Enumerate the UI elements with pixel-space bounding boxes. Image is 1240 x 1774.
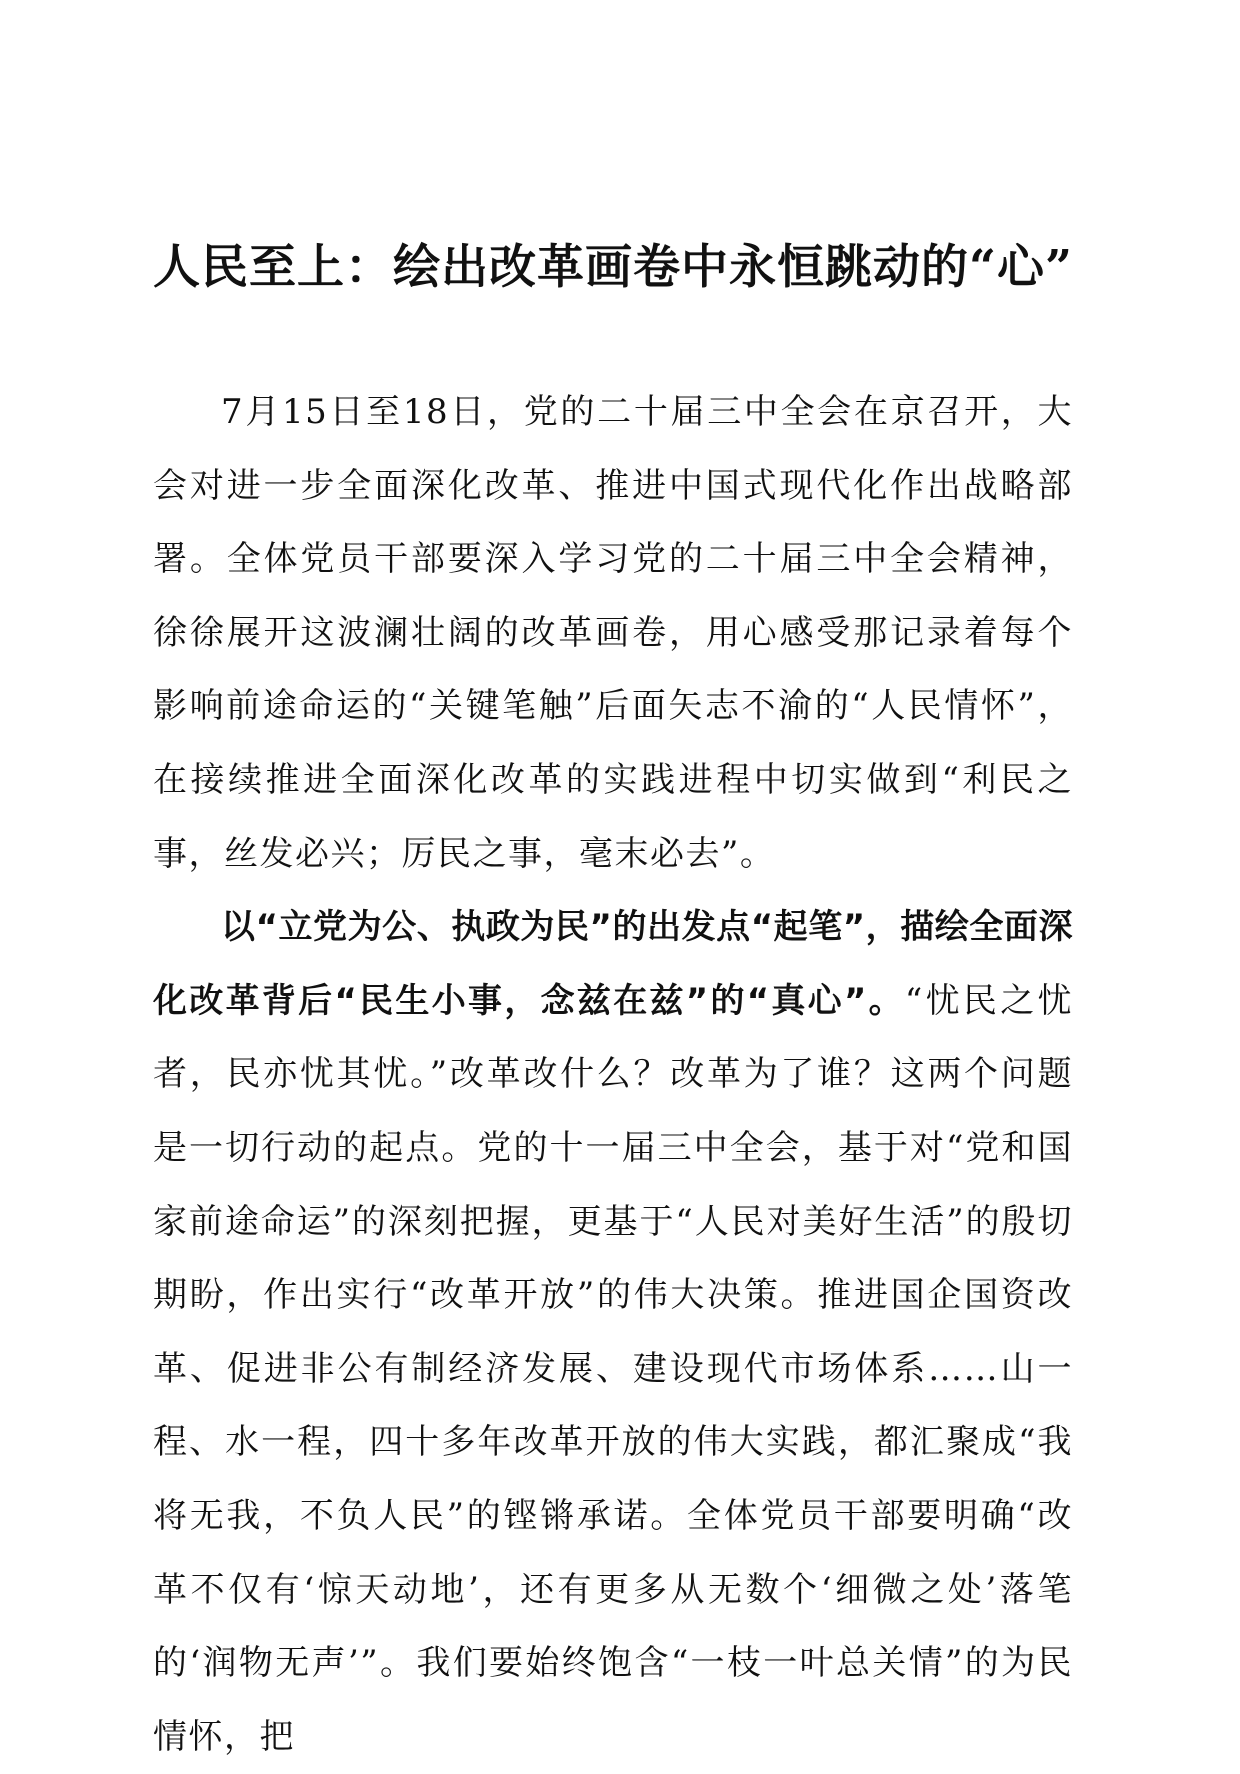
paragraph-2-lead: 以“立党为公、执政为民”的出发点“起笔”，描绘全面深化改革背后“民生小事，念兹在兹”的“真心”。	[153, 907, 1073, 1021]
paragraph-1	[153, 376, 1073, 891]
paragraph-1-text: 7月15日至18日，党的二十届三中全会在京召开，大会对进一步全面深化改革、推进中国式现代化作出战略部署。全体党员干部要深入学习党的二十届三中全会精神，徐徐展开这波澜壮阔的改革画卷，用心感受那记录着每个影响前途命运的“关键笔触”后面矢志不渝的“人民情怀”，在接续推进全面深化改革的实践进程中切实做到“利民之事，丝发必兴；厉民之事，毫末必去”。	[153, 392, 1073, 874]
paragraph-2-text: “忧民之忧者，民亦忧其忧。”改革改什么？改革为了谁？这两个问题是一切行动的起点。党的十一届三中全会，基于对“党和国家前途命运”的深刻把握，更基于“人民对美好生活”的殷切期盼，作出实行“改革开放”的伟大决策。推进国企国资改革、促进非公有制经济发展、建设现代市场体系……山一程、水一程，四十多年改革开放的伟大实践，都汇聚成“我将无我，不负人民”的铿锵承诺。全体党员干部要明确“改革不仅有‘惊天动地’，还有更多从无数个‘细微之处’落笔的‘润物无声’”。我们要始终饱含“一枝一叶总关情”的为民情怀，把	[153, 980, 1073, 1757]
document-body	[153, 376, 1073, 1774]
paragraph-2	[153, 891, 1073, 1774]
document-title: 人民至上：绘出改革画卷中永恒跳动的“心”	[153, 240, 1074, 295]
